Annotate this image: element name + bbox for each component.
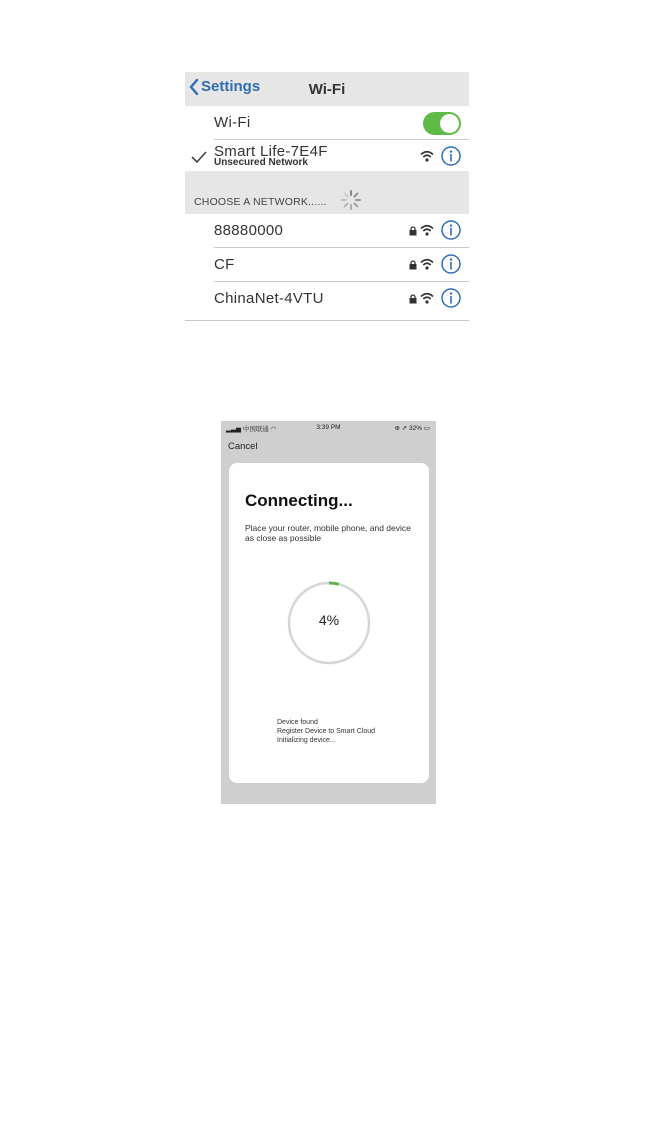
network-name: 88880000 xyxy=(214,222,284,239)
step-item: Initializing device... xyxy=(277,737,336,744)
status-bar xyxy=(221,421,436,435)
network-subtitle: Unsecured Network xyxy=(214,157,308,168)
info-icon[interactable] xyxy=(441,146,461,166)
wifi-toggle-label: Wi-Fi xyxy=(214,114,251,131)
info-icon[interactable] xyxy=(441,254,461,274)
battery-percent: 32% xyxy=(409,425,423,432)
page-title: Wi-Fi xyxy=(308,81,346,98)
network-row[interactable] xyxy=(185,282,469,315)
info-icon[interactable] xyxy=(441,220,461,240)
wifi-toggle-row xyxy=(185,106,469,139)
wifi-signal-icon xyxy=(420,224,434,236)
connecting-description: Place your router, mobile phone, and device as close as possible xyxy=(245,523,411,543)
lock-icon xyxy=(409,260,417,270)
location-icon: ⊕ ➚ xyxy=(394,425,408,432)
connected-network-row[interactable] xyxy=(185,140,469,171)
back-label: Settings xyxy=(201,78,261,95)
choose-network-section xyxy=(185,171,469,219)
connecting-phone-screenshot xyxy=(221,421,436,804)
wifi-settings-screenshot xyxy=(185,72,469,322)
network-name: CF xyxy=(214,256,235,273)
step-item: Device found xyxy=(277,719,318,726)
progress-percent: 4% xyxy=(318,612,340,628)
progress-steps xyxy=(277,718,375,745)
loading-spinner-icon xyxy=(340,189,362,211)
network-name: Smart Life-7E4F xyxy=(214,143,328,160)
step-item: Register Device to Smart Cloud xyxy=(277,728,376,735)
section-header: CHOOSE A NETWORK...... xyxy=(194,196,327,208)
wifi-toggle-switch[interactable] xyxy=(423,112,461,135)
wifi-signal-icon xyxy=(420,292,434,304)
cancel-button[interactable]: Cancel xyxy=(228,441,258,452)
network-row[interactable] xyxy=(185,214,469,247)
battery-icon: ▭ xyxy=(423,425,430,432)
checkmark-icon xyxy=(191,151,207,163)
network-row[interactable] xyxy=(185,248,469,281)
info-icon[interactable] xyxy=(441,288,461,308)
divider xyxy=(185,320,469,321)
lock-icon xyxy=(409,226,417,236)
status-right xyxy=(395,424,431,432)
wifi-status-icon: ◠ xyxy=(270,426,277,433)
wifi-signal-icon xyxy=(420,258,434,270)
navigation-bar xyxy=(185,72,469,106)
signal-bars-icon: ▂▃▅ xyxy=(226,426,241,433)
toggle-knob xyxy=(440,114,459,133)
status-time: 3:39 PM xyxy=(316,424,341,431)
network-name: ChinaNet-4VTU xyxy=(214,290,324,307)
connecting-title: Connecting... xyxy=(245,491,353,510)
wifi-signal-icon xyxy=(420,150,434,162)
lock-icon xyxy=(409,294,417,304)
connecting-card xyxy=(229,463,429,783)
carrier-name: 中国联通 xyxy=(242,426,269,433)
